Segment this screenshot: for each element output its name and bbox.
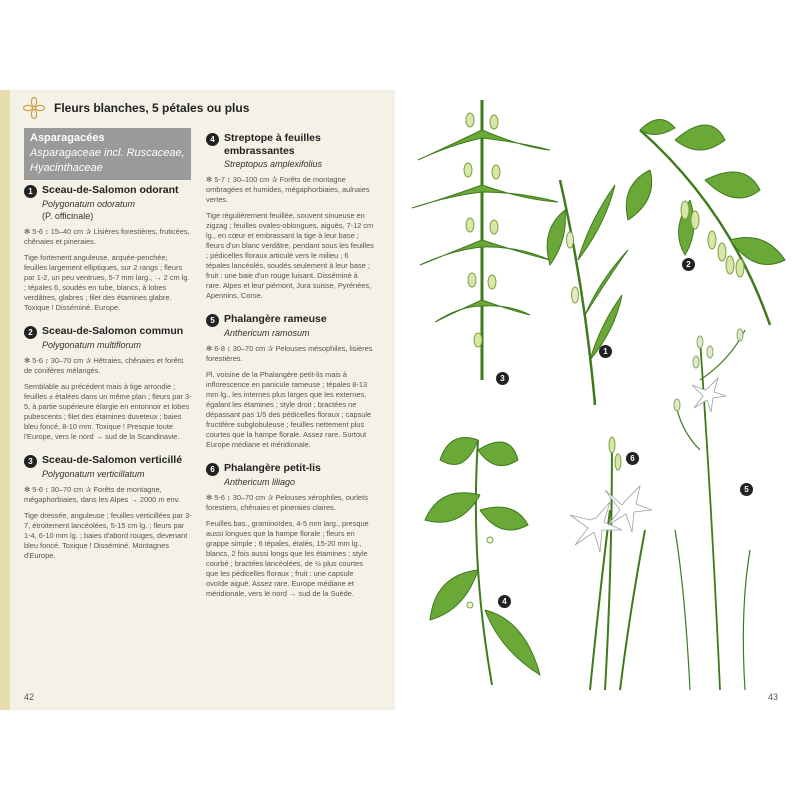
- species-meta: ✻ 6-8 ↕ 30–70 cm ✰ Pelouses mésophiles, lisières forestières.: [206, 344, 373, 363]
- species-entry-3: [24, 454, 192, 561]
- botanical-plate: [400, 90, 800, 710]
- species-name: Sceau-de-Salomon odorant: [42, 184, 179, 196]
- page-number-right: 43: [768, 692, 779, 702]
- species-description: Feuilles bas., graminoïdes, 4-5 mm larg., presque aussi longues que la hampe florale ; fleurs en grappe simple ; 6 tépales, étalés, 15-20 mm lg., blancs, 2 fois aussi longs que les étamines ; style courbé ; bractées lancéolées, de ½ plus courtes que les pédicelles floraux ; fruit : une capsule ovoïde aiguë. Assez rare. Europe médiane et méridionale, vers le nord → sud de la Suède.: [206, 519, 369, 598]
- family-name: Asparagacées: [30, 132, 105, 144]
- plate-label-1: 1: [599, 345, 612, 358]
- plant-2-illustration: [626, 119, 785, 325]
- species-latin: Polygonatum verticillatum: [42, 469, 145, 479]
- plant-6-illustration: [570, 437, 652, 690]
- species-entry-1: [24, 184, 192, 313]
- plate-label-4: 4: [498, 595, 511, 608]
- species-description: Semblable au précédent mais à tige arrondie ; feuilles ± étalées dans un même plan ; fleurs par 3-5, à partie supérieure élargie en entonnoir et lobes pubescents ; filet des étamines duveteux ; baies bleu foncé, 8-10 mm. Toxique ! Presque toute l'Europe, vers le nord → sud de la Scandinavie.: [24, 382, 192, 441]
- entry-number: 6: [206, 463, 219, 476]
- entry-number: 1: [24, 185, 37, 198]
- species-description: Tige dressée, anguleuse ; feuilles verticillées par 3-7, étroitement lancéolées, 5-15 cm lg. ; fleurs par 1-4, 6-10 mm lg. ; baies d'abord rouges, devenant bleu foncé. Toxique ! Disséminé. Montagnes d'Europe.: [24, 511, 192, 560]
- species-name: Sceau-de-Salomon commun: [42, 325, 184, 337]
- species-name: Phalangère rameuse: [224, 313, 327, 325]
- species-entry-5: [206, 313, 374, 450]
- species-description: Tige régulièrement feuillée, souvent sinueuse en zigzag ; feuilles ovales-oblongues, aiguës, 7-12 cm lg., en cœur et embrassant la tige à leur base ; fleurs d'un blanc verdâtre, pendant sous les feuilles ; pédicelles floraux articulé vers le milieu ; 6 tépales lancéolés, soudés seulement à leur base ; fruit : une baie d'un rouge luisant. Disséminé à rare. Alpes et leur piémont, Jura suisse, Pyrénées, Apennins, Corse.: [206, 211, 374, 300]
- plate-label-6: 6: [626, 452, 639, 465]
- species-latin: Streptopus amplexifolius: [224, 159, 323, 169]
- plant-4-illustration: [425, 438, 540, 686]
- species-name: Phalangère petit-lis: [224, 462, 321, 474]
- species-latin: Anthericum liliago: [224, 477, 296, 487]
- plant-3-illustration: [412, 100, 558, 380]
- family-box: [24, 128, 191, 180]
- plant-illustrations: [400, 90, 800, 710]
- species-meta: ✻ 5-7 ↕ 30–100 cm ✰ Forêts de montagne ombragées et humides, mégaphorbiaies, aulnaies vertes.: [206, 175, 370, 204]
- species-meta: ✻ 5-6 ↕ 30–70 cm ✰ Pelouses xérophiles, ourlets forestiers, chênaies et pineraies claires.: [206, 493, 368, 512]
- species-description: Tige fortement anguleuse, arquée-penchée; feuilles largement elliptiques, sur 2 rangs ; fleurs par 1-2, un peu ventrues, 5-7 mm larg., → 2 cm lg. ; tépales 6, soudés en tube, blancs, à lobes verdâtres, glabres ; filet des étamines glabre. Toxique ! Disséminé. Europe.: [24, 253, 190, 312]
- plant-1-illustration: [547, 180, 628, 405]
- species-name: Sceau-de-Salomon verticillé: [42, 454, 183, 466]
- plate-label-2: 2: [682, 258, 695, 271]
- plate-label-3: 3: [496, 372, 509, 385]
- left-column: [24, 184, 192, 573]
- family-latin: Asparagaceae incl. Ruscaceae, Hyacinthaceae: [30, 147, 185, 174]
- species-entry-2: [24, 325, 192, 442]
- page-edge-strip: [0, 90, 10, 710]
- page-number-left: 42: [24, 692, 35, 702]
- plate-label-5: 5: [740, 483, 753, 496]
- species-meta: ✻ 5-6 ↕ 30–70 cm ✰ Forêts de montagne, mégaphorbiaies, dans les Alpes → 2000 m env.: [24, 485, 180, 504]
- right-column: [206, 132, 374, 611]
- species-latin: Polygonatum multiflorum: [42, 340, 142, 350]
- species-meta: ✻ 5-6 ↕ 15–40 cm ✰ Lisières forestières, fruticées, chênaies et pineraies.: [24, 227, 190, 246]
- species-synonym: (P. officinale): [42, 211, 94, 221]
- species-meta: ✻ 5-6 ↕ 30–70 cm ✰ Hêtraies, chênaies et forêts de conifères mélangés.: [24, 356, 184, 375]
- species-description: Pl. voisine de la Phalangère petit-lis mais à inflorescence en panicule rameuse ; tépales 8-13 mm lg., les internes plus larges que les externes, égalant les étamines ; style droit ; bractées ne dépassant pas 1/5 des pédicelles floraux ; capsule fructifère subglobuleuse ; feuilles nettement plus courtes que la hampe florale. Assez rare. Surtout Europe médiane et méridionale.: [206, 370, 372, 449]
- species-name: Streptope à feuilles embrassantes: [224, 132, 321, 157]
- entry-number: 5: [206, 314, 219, 327]
- entry-number: 3: [24, 455, 37, 468]
- species-entry-6: [206, 462, 374, 599]
- plant-5-illustration: [674, 329, 750, 690]
- page-title: Fleurs blanches, 5 pétales ou plus: [54, 101, 250, 115]
- entry-number: 2: [24, 326, 37, 339]
- species-latin: Polygonatum odoratum: [42, 199, 136, 209]
- flower-icon: [22, 96, 46, 120]
- species-entry-4: [206, 132, 374, 301]
- entry-number: 4: [206, 133, 219, 146]
- section-header: [22, 96, 249, 120]
- species-latin: Anthericum ramosum: [224, 328, 310, 338]
